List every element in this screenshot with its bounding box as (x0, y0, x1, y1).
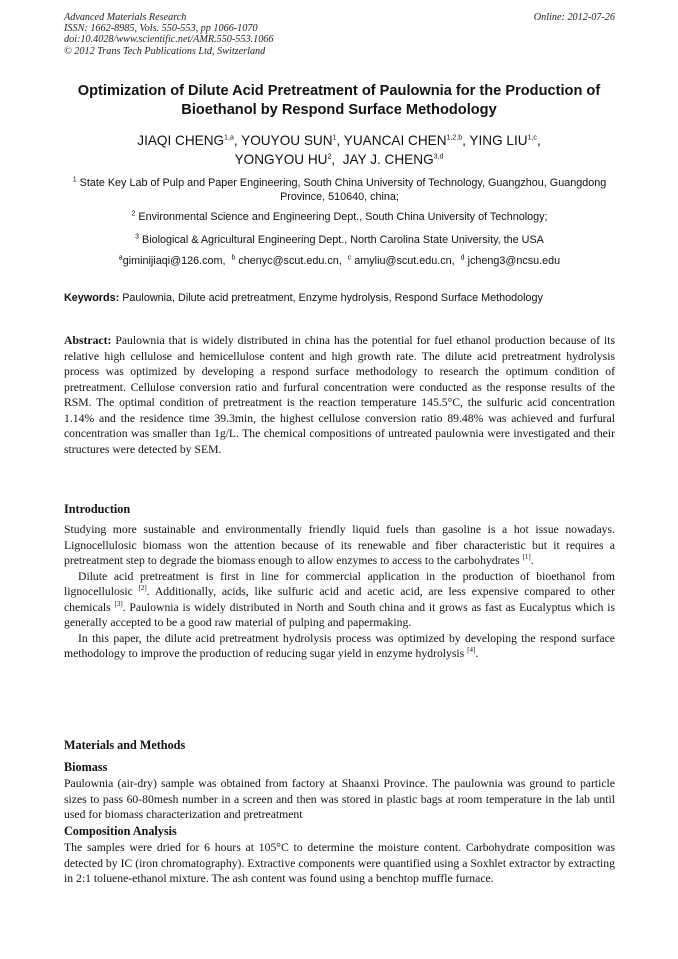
keywords-text: Paulownia, Dilute acid pretreatment, Enzyme hydrolysis, Respond Surface Methodology (122, 292, 543, 304)
email-list (64, 254, 615, 268)
keywords (64, 291, 615, 305)
keywords-label: Keywords: (64, 292, 120, 304)
journal-header (64, 12, 615, 57)
journal-name: Advanced Materials Research (64, 12, 187, 23)
paragraph: Studying more sustainable and environmentally friendly liquid fuels than gasoline is a hot issue nowadays. Lignocellulosic biomass won the attention because of its renewable and fiber characteristic but it requires a pretreatment step to degrade the biomass enough to allow enzymes to access to the carbohydrates [1]. (64, 523, 615, 567)
author: YING LIU$^{1,c}$, (469, 133, 541, 148)
paper-title: Optimization of Dilute Acid Pretreatment of Paulownia for the Production of Bioethanol by Respond Surface Methodology (77, 83, 601, 118)
introduction-body (64, 522, 615, 662)
online-date: Online: 2012-07-26 (533, 12, 615, 23)
affiliation-1: $^1$ State Key Lab of Pulp and Paper Engineering, South China University of Technology, Guangzhou, Guangdong Province, 510640, china; (72, 176, 607, 203)
email: $^d$ jcheng3@ncsu.edu (460, 254, 561, 267)
abstract-text: Paulownia that is widely distributed in china has the potential for fuel ethanol production because of its relative high cellulose and hemicellulose content and high growth rate. The dilute acid pretreatment hydrolysis process was optimized by developing a respond surface methodology to research the optimum condition of pretreatment. Cellulose conversion ratio and furfural concentration were conducted as the response results of the RSM. The optimal condition of pretreatment is the reaction temperature 145.5°C, the sulfuric acid concentration 1.14% and the residence time 39.3min, the highest cellulose conversion ratio 89.48% was achieved and furfural concentration was smaller than 1g/L. The chemical compositions of untreated paulownia were investigated and their structures were detected by SEM. (64, 334, 616, 456)
citation: [3] (114, 599, 123, 608)
citation: [2] (138, 584, 147, 593)
email: $^c$ amyliu@scut.edu.cn, (347, 254, 455, 267)
doi-line: doi:10.4028/www.scientific.net/AMR.550-553.1066 (64, 34, 274, 46)
biomass-body: Paulownia (air-dry) sample was obtained from factory at Shaanxi Province. The paulownia was ground to particle sizes to pass 60-80mesh number in a screen and then was stored in plastic bags at room temperature in the lab until used for biomass characterization and pretreatment (64, 777, 615, 821)
issn-line: ISSN: 1662-8985, Vols. 550-553, pp 1066-1070 (64, 23, 258, 35)
affiliation-2: $^2$ Environmental Science and Engineering Dept., South China University of Technology; (131, 210, 548, 223)
citation: [1] (522, 553, 531, 562)
paragraph: In this paper, the dilute acid pretreatment hydrolysis process was optimized by developing the respond surface methodology to improve the production of reducing sugar yield in enzyme hydrolysis [4]. (64, 631, 615, 660)
methods-heading: Materials and Methods (64, 738, 186, 752)
author: JAY J. CHENG$^{3,d}$ (342, 152, 444, 167)
affiliation-3: $^3$ Biological & Agricultural Engineering Dept., North Carolina State University, the USA (135, 233, 544, 246)
email: $^b$ chenyc@scut.edu.cn, (231, 254, 342, 267)
email: $^a$giminijiaqi@126.com, (118, 254, 226, 267)
author: JIAQI CHENG$^{1,a}$, (137, 133, 242, 148)
abstract (64, 333, 615, 457)
paragraph: Dilute acid pretreatment is first in line for commercial application in the production of bioethanol from lignocellulosic [2]. Additionally, acids, like sulfuric acid and acetic acid, are less expensive compared to other chemicals [3]. Paulownia is widely distributed in North and South china and it grows as fast as Eucalyptus which is generally accepted to be a good raw material of pulping and papermaking. (64, 569, 615, 629)
author-list (60, 131, 618, 169)
author: YONGYOU $HU^2$, (234, 152, 343, 167)
biomass-heading: Biomass (64, 760, 108, 774)
composition-body: The samples were dried for 6 hours at 105°C to determine the moisture content. Carbohydrate composition was detected by IC (iron chromatography). Extractive components were quantified using a Soxhlet extractor by extracting in 2:1 toluene-ethanol mixture. The ash content was found using a benchtop muffle furnace. (64, 841, 615, 885)
copyright-line: © 2012 Trans Tech Publications Ltd, Switzerland (64, 45, 266, 57)
composition-heading: Composition Analysis (64, 824, 177, 838)
citation: [4] (467, 646, 476, 655)
author: YUANCAI CHEN$^{1,2,b}$, (343, 133, 470, 148)
author: YOUYOU SUN$^1$, (241, 133, 344, 148)
introduction-heading: Introduction (64, 502, 131, 516)
abstract-label: Abstract: (64, 334, 112, 347)
